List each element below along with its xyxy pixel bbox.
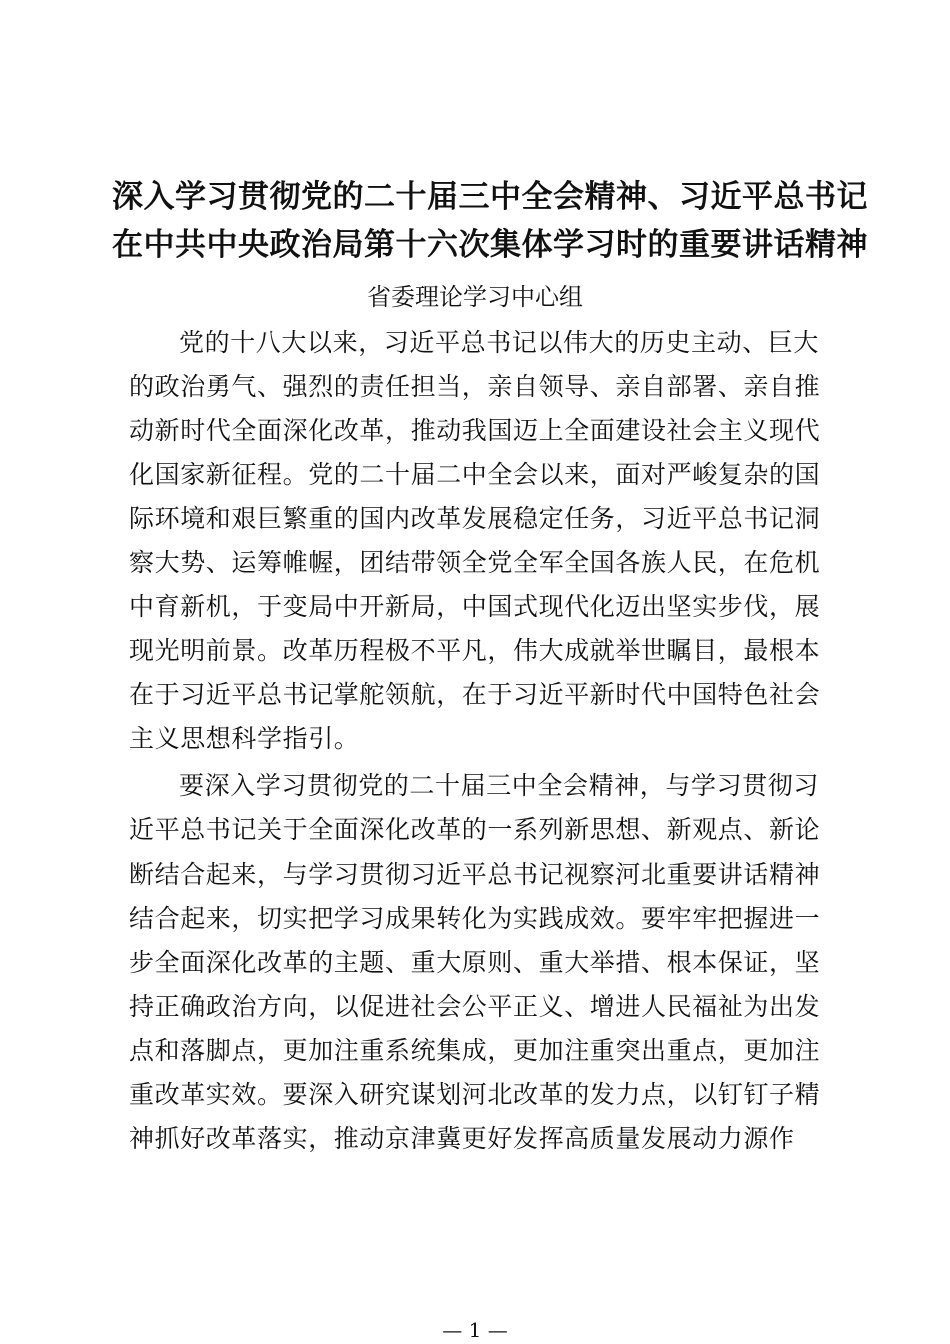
paragraph-line: 现光明前景。改革历程极不平凡，伟大成就举世瞩目，最根本 — [129, 636, 821, 665]
paragraph-line: 主义思想科学指引。 — [129, 724, 360, 753]
paragraph-line: 动新时代全面深化改革，推动我国迈上全面建设社会主义现代 — [129, 416, 821, 445]
paragraph-line: 中育新机，于变局中开新局，中国式现代化迈出坚实步伐，展 — [129, 592, 821, 621]
paragraph-line: 党的十八大以来，习近平总书记以伟大的历史主动、巨大 — [179, 328, 820, 357]
paragraph-line: 在于习近平总书记掌舵领航，在于习近平新时代中国特色社会 — [129, 680, 821, 709]
document-title-line-1: 深入学习贯彻党的二十届三中全会精神、习近平总书记 — [112, 179, 868, 215]
paragraph-line: 重改革实效。要深入研究谋划河北改革的发力点，以钉钉子精 — [129, 1080, 821, 1109]
paragraph-line: 步全面深化改革的主题、重大原则、重大举措、根本保证，坚 — [129, 948, 821, 977]
paragraph-line: 际环境和艰巨繁重的国内改革发展稳定任务，习近平总书记洞 — [129, 504, 821, 533]
paragraph-line: 要深入学习贯彻党的二十届三中全会精神，与学习贯彻习 — [179, 771, 820, 800]
page-number: — 1 — — [442, 1318, 508, 1342]
paragraph-line: 断结合起来，与学习贯彻习近平总书记视察河北重要讲话精神 — [129, 860, 821, 889]
paragraph-line: 的政治勇气、强烈的责任担当，亲自领导、亲自部署、亲自推 — [129, 372, 821, 401]
paragraph-line: 持正确政治方向，以促进社会公平正义、增进人民福祉为出发 — [129, 992, 821, 1021]
paragraph-line: 化国家新征程。党的二十届二中全会以来，面对严峻复杂的国 — [129, 460, 821, 489]
paragraph-line: 近平总书记关于全面深化改革的一系列新思想、新观点、新论 — [129, 815, 821, 844]
paragraph-line: 神抓好改革落实，推动京津冀更好发挥高质量发展动力源作 — [129, 1124, 795, 1153]
paragraph-line: 结合起来，切实把学习成果转化为实践成效。要牢牢把握进一 — [129, 904, 821, 933]
paragraph-line: 点和落脚点，更加注重系统集成，更加注重突出重点，更加注 — [129, 1036, 821, 1065]
document-author: 省委理论学习中心组 — [367, 283, 583, 311]
document-title-line-2: 在中共中央政治局第十六次集体学习时的重要讲话精神 — [112, 227, 868, 263]
paragraph-line: 察大势、运筹帷幄，团结带领全党全军全国各族人民，在危机 — [129, 548, 821, 577]
